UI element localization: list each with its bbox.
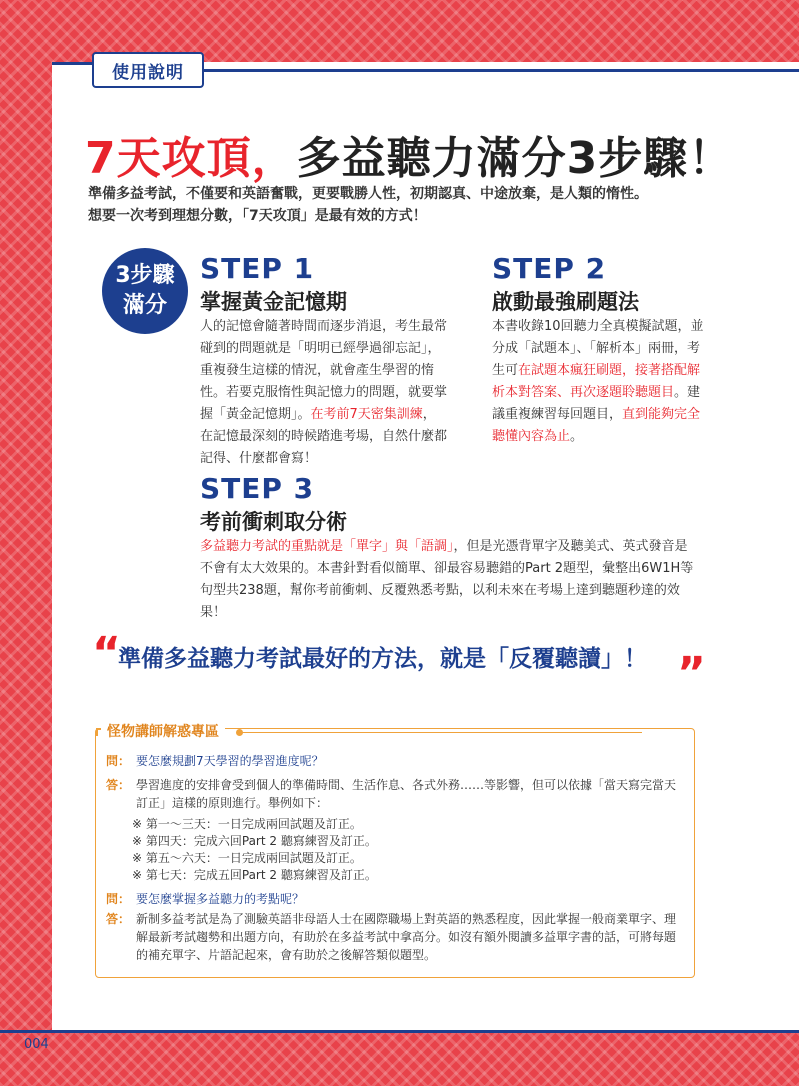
steps-badge (102, 248, 188, 334)
answer-label: 答： (106, 912, 131, 926)
qa-question-2 (106, 890, 686, 908)
step-2-body-text: 本書收錄10回聽力全真模擬試題，並分成「試題本」、「解析本」兩冊，考生可 (492, 319, 704, 378)
qa-title-rule (242, 732, 642, 733)
schedule-item: ※ 第七天：完成五回Part 2 聽寫練習及訂正。 (132, 868, 377, 882)
step-3-label: STEP 3 (200, 472, 315, 505)
intro-paragraph (88, 183, 748, 227)
answer-text: 新制多益考試是為了測驗英語非母語人士在國際職場上對英語的熟悉程度，因此掌握一般商業單字、理解最新考試趨勢和出題方向，有助於在多益考試中拿高分。如沒有額外閱讀多益單字書的話，可將每題的補充單字、片語記起來，會有助於之後解答類似題型。 (136, 912, 677, 962)
step-1-heading: 掌握黃金記憶期 (200, 290, 347, 314)
header-rule-left (52, 62, 92, 65)
page-title (85, 122, 785, 186)
step-1-body-text: 人的記憶會隨著時間而逐步消退，考生最常碰到的問題就是「明明已經學過卻忘記」，重複發生這樣的情況，就會產生學習的惰性。若要克服惰性與記憶力的問題，就要掌握「黃金記憶期」。 (200, 319, 448, 422)
section-label: 使用說明 (92, 52, 204, 88)
header-rule (204, 69, 799, 72)
schedule-item: ※ 第一～三天：一日完成兩回試題及訂正。 (132, 817, 362, 831)
qa-answer-1 (106, 776, 684, 812)
qa-title: 怪物講師解惑專區 (101, 721, 225, 741)
step-1-body (200, 316, 448, 470)
step-2-body-mid: 。建議重複練習每回題目， (492, 385, 701, 422)
step-3-heading: 考前衝刺取分術 (200, 510, 347, 534)
question-text: 要怎麼規劃7天學習的學習進度呢？ (136, 754, 324, 768)
step-1-body-highlight: 在考前7天密集訓練 (310, 407, 423, 422)
step-2-body-tail: 。 (570, 429, 584, 444)
step-2-body-highlight-2: 直到能夠完全聽懂內容為止 (492, 407, 701, 444)
footer-rule (0, 1030, 799, 1033)
question-text: 要怎麼掌握多益聽力的考點呢？ (136, 892, 305, 906)
step-1-body-tail: ，在記憶最深刻的時候踏進考場，自然什麼都記得、什麼都會寫！ (200, 407, 448, 466)
step-2-label: STEP 2 (492, 252, 607, 285)
badge-line-1: 3步驟 (115, 263, 175, 288)
title-comma: ， (251, 133, 297, 184)
schedule-item: ※ 第五～六天：一日完成兩回試題及訂正。 (132, 851, 362, 865)
step-2-body-highlight: 在試題本瘋狂刷題，接著搭配解析本對答案、再次逐題聆聽題目 (492, 363, 701, 400)
title-main: 多益聽力滿分3步驟！ (296, 133, 734, 184)
step-3-body-highlight: 多益聽力考試的重點就是「單字」與「語調」 (200, 539, 454, 554)
pull-quote (92, 628, 712, 699)
step-2-heading: 啟動最強刷題法 (492, 290, 639, 314)
step-3-body-text: ，但是光憑背單字及聽美式、英式發音是不會有太大效果的。本書針對看似簡單、卻最容易聽錯的Part 2題型，彙整出6W1H等句型共238題，幫你考前衝刺、反覆熟悉考點，以利未來在考場上達到聽題秒達的效果！ (200, 539, 694, 620)
pull-quote-text: 準備多益聽力考試最好的方法，就是「反覆聽讀」！ (118, 646, 647, 672)
close-quote-icon: ” (677, 648, 706, 699)
title-highlight: 7天攻頂 (85, 133, 252, 184)
question-label: 問： (106, 754, 131, 768)
badge-line-2: 滿分 (122, 293, 167, 318)
page-number: 004 (24, 1037, 49, 1052)
answer-label: 答： (106, 778, 131, 792)
qa-question-1 (106, 752, 686, 770)
intro-line-1: 準備多益考試，不僅要和英語奮戰，更要戰勝人性，初期認真、中途放棄，是人類的惰性。 (88, 186, 648, 202)
step-3-body (200, 536, 700, 624)
schedule-item: ※ 第四天：完成六回Part 2 聽寫練習及訂正。 (132, 834, 377, 848)
intro-line-2: 想要一次考到理想分數，「7天攻頂」是最有效的方式！ (88, 208, 427, 224)
answer-text: 學習進度的安排會受到個人的準備時間、生活作息、各式外務……等影響，但可以依據「當天寫完當天訂正」這樣的原則進行。舉例如下： (136, 778, 677, 810)
open-quote-icon: “ (92, 628, 121, 679)
question-label: 問： (106, 892, 131, 906)
step-1-label: STEP 1 (200, 252, 315, 285)
qa-answer-2 (106, 910, 684, 964)
step-2-body (492, 316, 704, 448)
schedule-list (132, 816, 377, 884)
